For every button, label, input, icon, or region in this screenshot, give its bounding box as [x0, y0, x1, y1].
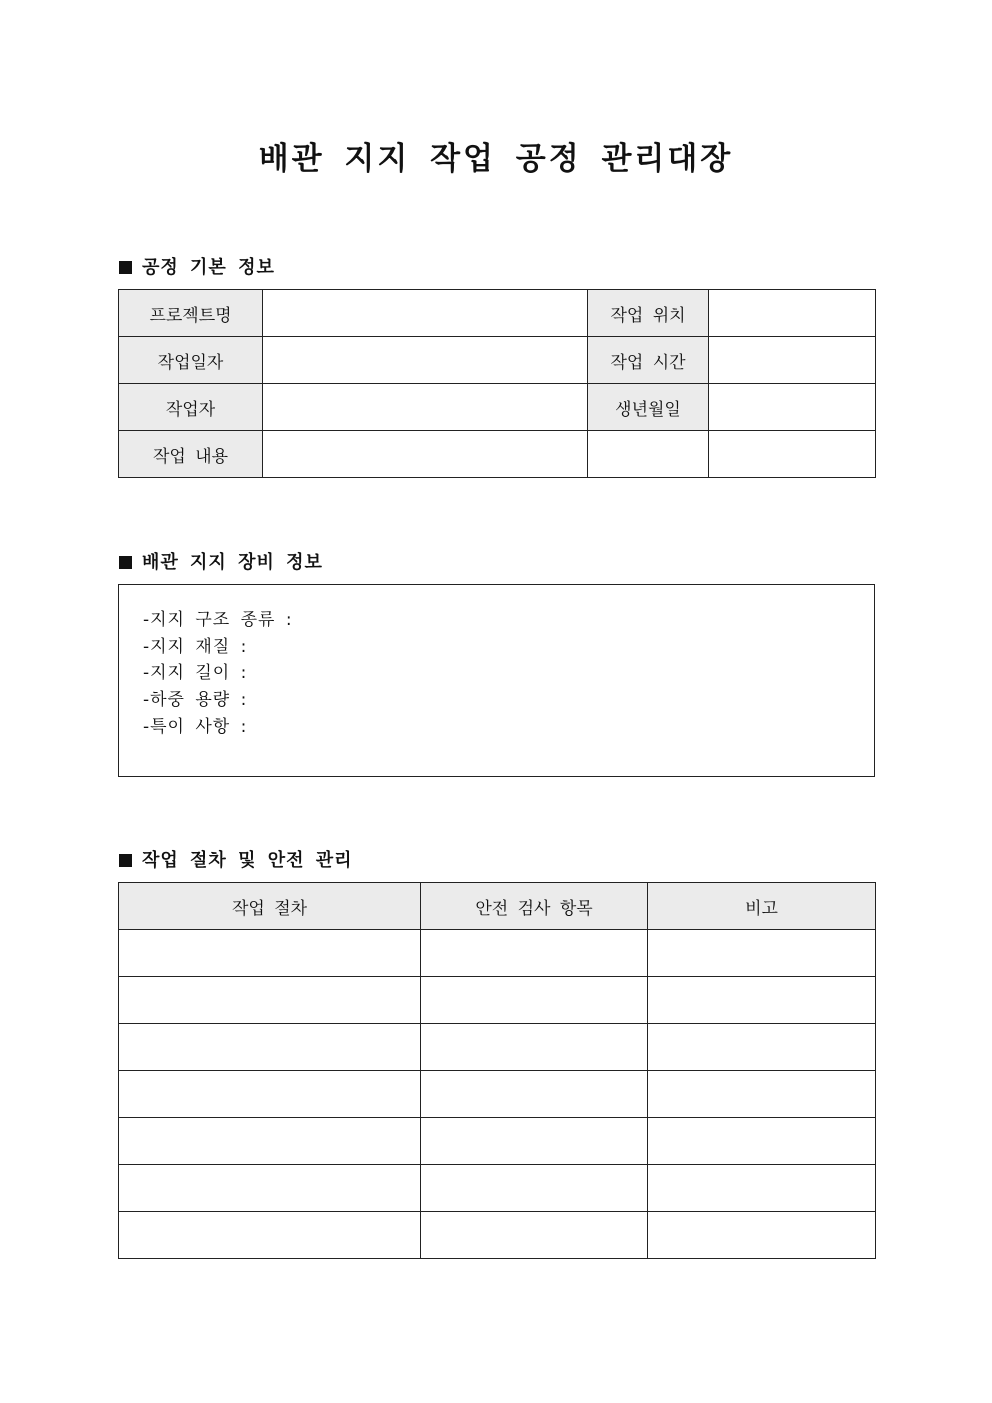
label-work-content: 작업 내용: [119, 431, 263, 478]
procedure-cell[interactable]: [119, 977, 421, 1024]
extra-field-1[interactable]: [588, 431, 709, 478]
note-cell[interactable]: [648, 930, 876, 977]
work-time-field[interactable]: [709, 337, 876, 384]
page-title: 배관 지지 작업 공정 관리대장: [258, 141, 734, 177]
table-row: [119, 930, 876, 977]
work-location-field[interactable]: [709, 290, 876, 337]
work-content-field[interactable]: [263, 431, 588, 478]
procedure-cell[interactable]: [119, 930, 421, 977]
project-name-field[interactable]: [263, 290, 588, 337]
extra-field-2[interactable]: [709, 431, 876, 478]
section-heading-text: 배관 지지 장비 정보: [142, 552, 323, 573]
equipment-line-material: -지지 재질 :: [143, 637, 248, 657]
safety-check-cell[interactable]: [421, 1071, 648, 1118]
table-row: [119, 384, 876, 431]
equipment-line-remarks: -특이 사항 :: [143, 717, 248, 737]
table-row: [119, 1165, 876, 1212]
note-cell[interactable]: [648, 1118, 876, 1165]
equipment-line-structure-type: -지지 구조 종류 :: [143, 610, 293, 630]
section-heading-basic-info: [119, 253, 275, 279]
equipment-line-length: -지지 길이 :: [143, 663, 248, 683]
label-work-time: 작업 시간: [588, 337, 709, 384]
table-header-row: [119, 883, 876, 930]
safety-check-cell[interactable]: [421, 977, 648, 1024]
table-row: [119, 1071, 876, 1118]
table-row: [119, 337, 876, 384]
section-heading-text: 작업 절차 및 안전 관리: [142, 850, 353, 871]
note-cell[interactable]: [648, 1165, 876, 1212]
section-heading-text: 공정 기본 정보: [142, 257, 275, 278]
column-header-procedure: 작업 절차: [119, 883, 421, 930]
procedure-cell[interactable]: [119, 1212, 421, 1259]
safety-check-cell[interactable]: [421, 930, 648, 977]
procedure-cell[interactable]: [119, 1024, 421, 1071]
column-header-note: 비고: [648, 883, 876, 930]
label-work-location: 작업 위치: [588, 290, 709, 337]
table-row: [119, 431, 876, 478]
section-heading-procedure: [119, 846, 353, 872]
table-row: [119, 1024, 876, 1071]
note-cell[interactable]: [648, 1024, 876, 1071]
table-row: [119, 1212, 876, 1259]
note-cell[interactable]: [648, 1212, 876, 1259]
worker-field[interactable]: [263, 384, 588, 431]
label-work-date: 작업일자: [119, 337, 263, 384]
section-heading-equipment: [119, 548, 323, 574]
basic-info-table: [118, 289, 876, 478]
procedure-cell[interactable]: [119, 1071, 421, 1118]
safety-check-cell[interactable]: [421, 1212, 648, 1259]
square-bullet-icon: [119, 854, 132, 867]
label-birth-date: 생년월일: [588, 384, 709, 431]
safety-check-cell[interactable]: [421, 1165, 648, 1212]
birth-date-field[interactable]: [709, 384, 876, 431]
square-bullet-icon: [119, 261, 132, 274]
table-row: [119, 977, 876, 1024]
label-project-name: 프로젝트명: [119, 290, 263, 337]
procedure-cell[interactable]: [119, 1165, 421, 1212]
procedure-table: [118, 882, 876, 1259]
note-cell[interactable]: [648, 977, 876, 1024]
label-worker: 작업자: [119, 384, 263, 431]
table-row: [119, 290, 876, 337]
safety-check-cell[interactable]: [421, 1118, 648, 1165]
work-date-field[interactable]: [263, 337, 588, 384]
column-header-safety-check: 안전 검사 항목: [421, 883, 648, 930]
safety-check-cell[interactable]: [421, 1024, 648, 1071]
square-bullet-icon: [119, 556, 132, 569]
procedure-cell[interactable]: [119, 1118, 421, 1165]
note-cell[interactable]: [648, 1071, 876, 1118]
equipment-info-box[interactable]: [118, 584, 875, 777]
equipment-line-load-capacity: -하중 용량 :: [143, 690, 248, 710]
table-row: [119, 1118, 876, 1165]
